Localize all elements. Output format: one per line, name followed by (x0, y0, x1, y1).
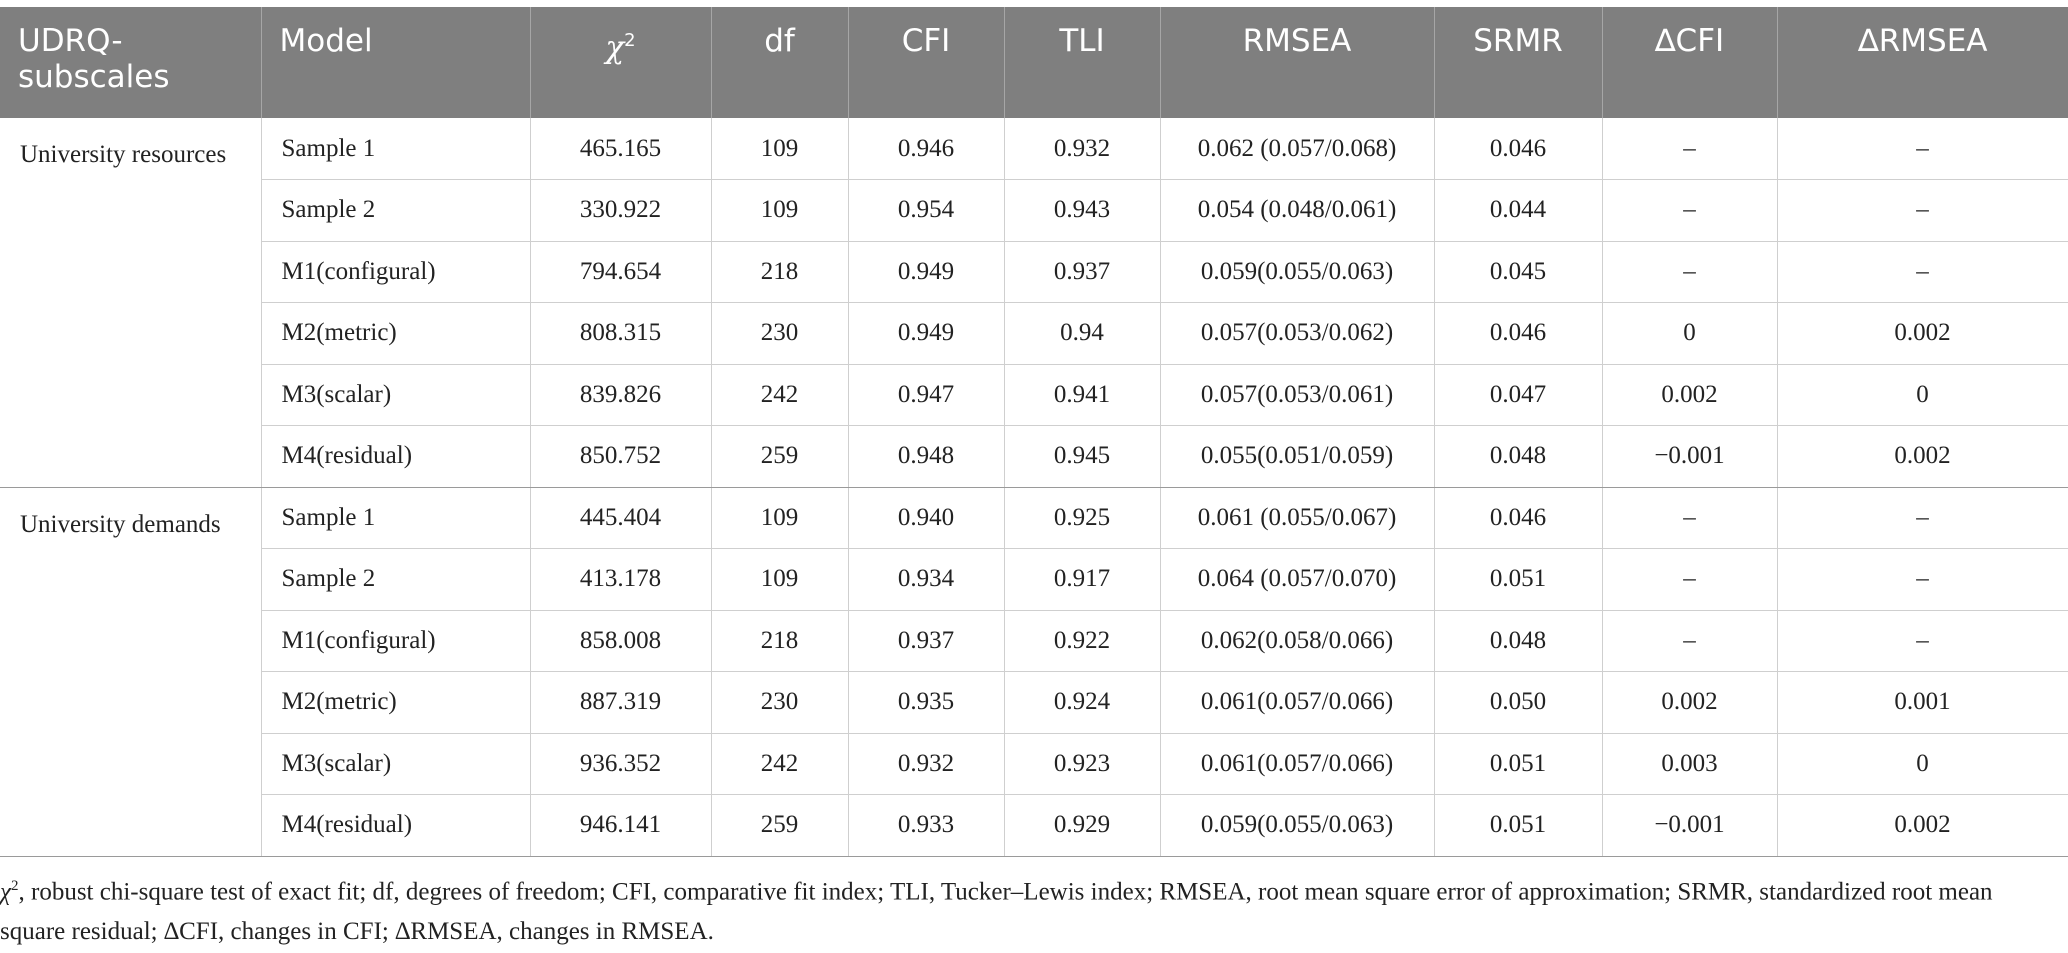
model-cell: M3(scalar) (261, 733, 530, 795)
df-cell: 230 (711, 672, 848, 734)
delta-cfi-cell: 0.002 (1602, 364, 1777, 426)
model-cell: M4(residual) (261, 795, 530, 857)
delta-rmsea-cell: – (1777, 118, 2068, 180)
delta-cfi-cell: −0.001 (1602, 426, 1777, 488)
srmr-cell: 0.051 (1434, 795, 1602, 857)
model-cell: M1(configural) (261, 241, 530, 303)
table-row (0, 426, 2068, 488)
delta-rmsea-cell: – (1777, 487, 2068, 549)
model-cell: Sample 1 (261, 118, 530, 180)
model-cell: M2(metric) (261, 672, 530, 734)
header-srmr: SRMR (1434, 7, 1602, 118)
chi-square-cell: 858.008 (530, 610, 711, 672)
table-row (0, 487, 2068, 549)
srmr-cell: 0.046 (1434, 118, 1602, 180)
header-rmsea: RMSEA (1160, 7, 1434, 118)
chi-square-cell: 465.165 (530, 118, 711, 180)
tli-cell: 0.924 (1004, 672, 1160, 734)
header-delta-rmsea: ∆RMSEA (1777, 7, 2068, 118)
delta-rmsea-cell: 0.002 (1777, 795, 2068, 857)
table-row (0, 180, 2068, 242)
tli-cell: 0.945 (1004, 426, 1160, 488)
srmr-cell: 0.051 (1434, 549, 1602, 611)
df-cell: 259 (711, 426, 848, 488)
model-cell: Sample 1 (261, 487, 530, 549)
table-row (0, 672, 2068, 734)
df-cell: 259 (711, 795, 848, 857)
delta-cfi-cell: – (1602, 549, 1777, 611)
cfi-cell: 0.932 (848, 733, 1004, 795)
table-row (0, 364, 2068, 426)
header-cfi: CFI (848, 7, 1004, 118)
srmr-cell: 0.050 (1434, 672, 1602, 734)
model-cell: Sample 2 (261, 549, 530, 611)
cfi-cell: 0.946 (848, 118, 1004, 180)
chi-square-cell: 936.352 (530, 733, 711, 795)
table-row (0, 241, 2068, 303)
rmsea-cell: 0.057(0.053/0.061) (1160, 364, 1434, 426)
chi-superscript: 2 (624, 30, 636, 51)
rmsea-cell: 0.062 (0.057/0.068) (1160, 118, 1434, 180)
rmsea-cell: 0.061 (0.055/0.067) (1160, 487, 1434, 549)
subscale-group-label: University resources (0, 118, 261, 487)
chi-square-cell: 330.922 (530, 180, 711, 242)
srmr-cell: 0.046 (1434, 487, 1602, 549)
header-subscales: UDRQ-subscales (0, 7, 261, 118)
srmr-cell: 0.047 (1434, 364, 1602, 426)
model-cell: M4(residual) (261, 426, 530, 488)
df-cell: 230 (711, 303, 848, 365)
chi-square-cell: 794.654 (530, 241, 711, 303)
delta-cfi-cell: – (1602, 118, 1777, 180)
df-cell: 218 (711, 610, 848, 672)
table-row (0, 549, 2068, 611)
tli-cell: 0.932 (1004, 118, 1160, 180)
rmsea-cell: 0.054 (0.048/0.061) (1160, 180, 1434, 242)
model-cell: M1(configural) (261, 610, 530, 672)
model-cell: M2(metric) (261, 303, 530, 365)
cfi-cell: 0.933 (848, 795, 1004, 857)
tli-cell: 0.929 (1004, 795, 1160, 857)
subscale-group-label: University demands (0, 487, 261, 856)
model-cell: Sample 2 (261, 180, 530, 242)
tli-cell: 0.943 (1004, 180, 1160, 242)
header-chi-square (530, 7, 711, 118)
tli-cell: 0.917 (1004, 549, 1160, 611)
model-fit-table (0, 7, 2068, 857)
table-row (0, 795, 2068, 857)
cfi-cell: 0.949 (848, 303, 1004, 365)
delta-rmsea-cell: 0.002 (1777, 303, 2068, 365)
delta-rmsea-cell: – (1777, 241, 2068, 303)
delta-rmsea-cell: – (1777, 180, 2068, 242)
delta-cfi-cell: −0.001 (1602, 795, 1777, 857)
table-header (0, 7, 2068, 118)
srmr-cell: 0.045 (1434, 241, 1602, 303)
delta-cfi-cell: – (1602, 610, 1777, 672)
header-df: df (711, 7, 848, 118)
tli-cell: 0.925 (1004, 487, 1160, 549)
header-row (0, 7, 2068, 118)
cfi-cell: 0.937 (848, 610, 1004, 672)
model-cell: M3(scalar) (261, 364, 530, 426)
srmr-cell: 0.046 (1434, 303, 1602, 365)
tli-cell: 0.941 (1004, 364, 1160, 426)
rmsea-cell: 0.064 (0.057/0.070) (1160, 549, 1434, 611)
tli-cell: 0.94 (1004, 303, 1160, 365)
delta-rmsea-cell: – (1777, 610, 2068, 672)
cfi-cell: 0.948 (848, 426, 1004, 488)
df-cell: 218 (711, 241, 848, 303)
tli-cell: 0.937 (1004, 241, 1160, 303)
delta-cfi-cell: – (1602, 241, 1777, 303)
header-delta-cfi: ∆CFI (1602, 7, 1777, 118)
delta-cfi-cell: 0.003 (1602, 733, 1777, 795)
chi-square-cell: 839.826 (530, 364, 711, 426)
srmr-cell: 0.048 (1434, 426, 1602, 488)
df-cell: 109 (711, 180, 848, 242)
rmsea-cell: 0.061(0.057/0.066) (1160, 733, 1434, 795)
rmsea-cell: 0.059(0.055/0.063) (1160, 795, 1434, 857)
chi-square-cell: 808.315 (530, 303, 711, 365)
footnote-text: , robust chi-square test of exact fit; df, degrees of freedom; CFI, comparative fit index; TLI, Tucker–Lewis index; RMSEA, root mean square error of approximation; SRMR, standardized root mean square residual; ∆CFI, changes in CFI; ∆RMSEA, changes in RMSEA. (0, 878, 1993, 946)
rmsea-cell: 0.062(0.058/0.066) (1160, 610, 1434, 672)
footnote-chi-symbol: χ (0, 878, 11, 906)
table-row (0, 303, 2068, 365)
df-cell: 109 (711, 118, 848, 180)
tli-cell: 0.923 (1004, 733, 1160, 795)
df-cell: 109 (711, 487, 848, 549)
cfi-cell: 0.940 (848, 487, 1004, 549)
chi-square-cell: 445.404 (530, 487, 711, 549)
table-row (0, 610, 2068, 672)
delta-rmsea-cell: – (1777, 549, 2068, 611)
table-body (0, 118, 2068, 856)
rmsea-cell: 0.061(0.057/0.066) (1160, 672, 1434, 734)
cfi-cell: 0.935 (848, 672, 1004, 734)
delta-cfi-cell: 0.002 (1602, 672, 1777, 734)
delta-rmsea-cell: 0 (1777, 733, 2068, 795)
footnote-chi-superscript: 2 (11, 878, 19, 894)
delta-rmsea-cell: 0.001 (1777, 672, 2068, 734)
df-cell: 242 (711, 364, 848, 426)
table-row (0, 733, 2068, 795)
srmr-cell: 0.048 (1434, 610, 1602, 672)
cfi-cell: 0.949 (848, 241, 1004, 303)
delta-rmsea-cell: 0 (1777, 364, 2068, 426)
chi-square-cell: 887.319 (530, 672, 711, 734)
delta-cfi-cell: – (1602, 180, 1777, 242)
table-row (0, 118, 2068, 180)
table-footnote (0, 866, 2060, 952)
delta-cfi-cell: – (1602, 487, 1777, 549)
srmr-cell: 0.044 (1434, 180, 1602, 242)
chi-square-cell: 413.178 (530, 549, 711, 611)
srmr-cell: 0.051 (1434, 733, 1602, 795)
fit-table-container (0, 7, 2068, 857)
tli-cell: 0.922 (1004, 610, 1160, 672)
cfi-cell: 0.947 (848, 364, 1004, 426)
rmsea-cell: 0.059(0.055/0.063) (1160, 241, 1434, 303)
chi-square-cell: 946.141 (530, 795, 711, 857)
df-cell: 109 (711, 549, 848, 611)
chi-square-cell: 850.752 (530, 426, 711, 488)
cfi-cell: 0.954 (848, 180, 1004, 242)
chi-symbol: χ (605, 29, 625, 66)
header-tli: TLI (1004, 7, 1160, 118)
rmsea-cell: 0.055(0.051/0.059) (1160, 426, 1434, 488)
delta-cfi-cell: 0 (1602, 303, 1777, 365)
cfi-cell: 0.934 (848, 549, 1004, 611)
header-model: Model (261, 7, 530, 118)
df-cell: 242 (711, 733, 848, 795)
delta-rmsea-cell: 0.002 (1777, 426, 2068, 488)
rmsea-cell: 0.057(0.053/0.062) (1160, 303, 1434, 365)
